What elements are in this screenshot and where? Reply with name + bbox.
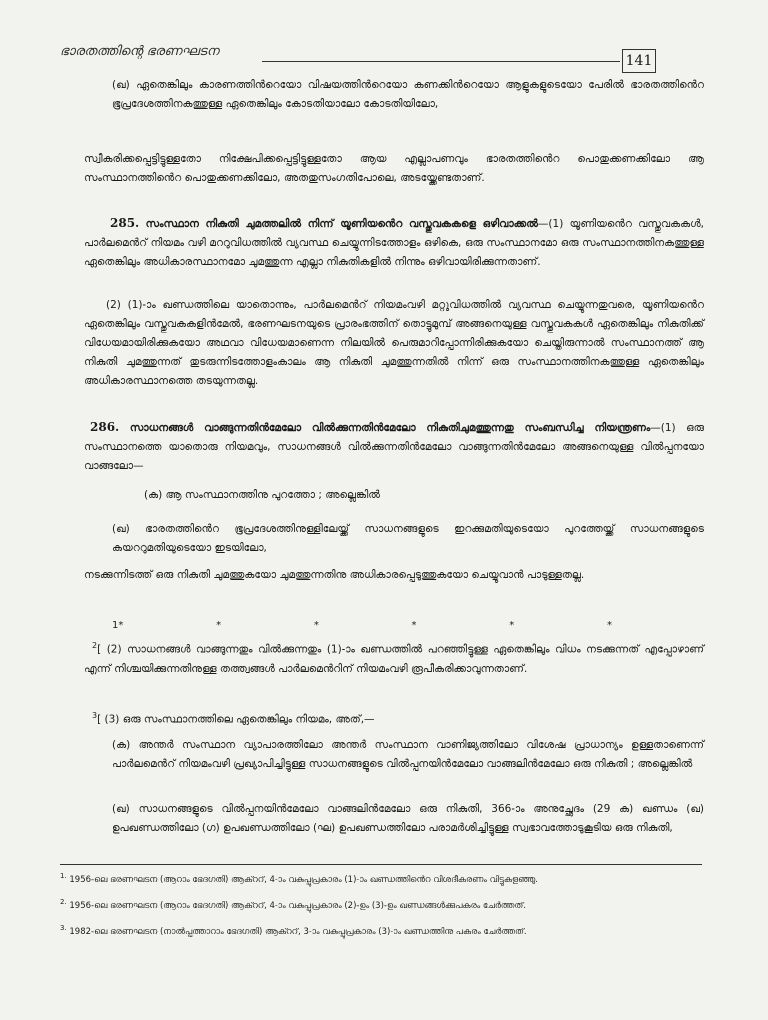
article-285 xyxy=(84,214,704,272)
running-title: ഭാരതത്തിന്റെ ഭരണഘടന xyxy=(60,44,219,59)
footnote-ref: 3 xyxy=(92,711,98,720)
clause-ka-outside: (ക) ആ സംസ്ഥാനത്തിനു പുറത്തോ ; അല്ലെങ്കിൽ xyxy=(144,489,380,501)
clause-text: [ (2) സാധനങ്ങൾ വാങ്ങുന്നതും വിൽക്കുന്നതും (1)-ാം ഖണ്ഡത്തിൽ പറഞ്ഞിട്ടുള്ള ഏതെങ്കിലും വിധം നടക്കുന്നത് എപ്പോഴാണ് എന്ന് നിശ്ചയിക്കുന്നതിനുള്ള തത്ത്വങ്ങൾ പാർലമെൻറിന് നിയമംവഴി രൂപീകരിക്കാവുന്നതാണ്. xyxy=(84,643,704,675)
star: * xyxy=(216,620,222,631)
footnote-ref: 2 xyxy=(92,641,98,650)
clause-kha-import: (ഖ) ഭാരതത്തിൻെറ ഭൂപ്രദേശത്തിനുള്ളിലേയ്ക്ക് സാധനങ്ങളുടെ ഇറക്കുമതിയുടെയോ പുറത്തേയ്ക്ക് സാധനങ്ങളുടെ കയററുമതിയുടെയോ ഇടയിലോ, xyxy=(112,523,704,554)
star: * xyxy=(411,620,417,631)
clause-3-kha: (ഖ) സാധനങ്ങളുടെ വിൽപ്പനയിൻമേലോ വാങ്ങലിൻമേലോ ഒരു നികുതി, 366-ാം അനുച്ഛേദം (29 ക) ഖണ്ഡം (ഖ) ഉപഖണ്ഡത്തിലോ (ഗ) ഉപഖണ്ഡത്തിലോ (ഘ) ഉപഖണ്ഡത്തിലോ പരാമർശിച്ചിട്ടുള്ള സ്വഭാവത്തോടുകൂടിയ ഒരു നികുതി, xyxy=(112,803,704,834)
footnote-1 xyxy=(60,870,700,887)
header-rule xyxy=(262,61,620,62)
footnote-rule xyxy=(60,864,702,865)
star: * xyxy=(313,620,319,631)
footnote-3 xyxy=(60,922,700,939)
article-number: 285. xyxy=(110,216,140,230)
clause-text: [ (3) ഒരു സംസ്ഥാനത്തിലെ ഏതെങ്കിലും നിയമം, അത്,— xyxy=(97,713,375,726)
article-body: —(1) ഒരു സംസ്ഥാനത്തെ യാതൊരു നിയമവും, സാധനങ്ങൾ വിൽക്കുന്നതിൻമേലോ വാങ്ങുന്നതിൻമേലോ അങ്ങനെയുള്ള വിൽപ്പനയോ വാങ്ങലോ— xyxy=(84,422,704,472)
star: * xyxy=(509,620,515,631)
footnote-number: 1. xyxy=(60,872,67,880)
footnote-text: 1956-ലെ ഭരണഘടന (ആറാം ഭേദഗതി) ആക്ററ്, 4-ാം വകുപ്പുപ്രകാരം (2)-ഉം (3)-ഉം ഖണ്ഡങ്ങൾക്കുപകരം ചേർത്തത്. xyxy=(69,900,526,911)
article-heading: സാധനങ്ങൾ വാങ്ങുന്നതിൻമേലോ വിൽക്കുന്നതിൻമേലോ നികുതിചുമത്തുന്നതു സംബന്ധിച്ച നിയന്ത്രണം xyxy=(129,422,651,434)
article-286 xyxy=(84,418,704,476)
omission-marker: 1* xyxy=(112,620,124,631)
clause-kha-court: (ഖ) ഏതെങ്കിലും കാരണത്തിൻറെയോ വിഷയത്തിൻറെയോ കണക്കിൻറെയോ ആളുകളുടെയോ പേരിൽ ഭാരതത്തിൻെറ ഭൂപ്രദേശത്തിനകത്തുള്ള ഏതെങ്കിലും കോടതിയാലോ കോടതിയിലോ, xyxy=(112,79,704,110)
page-number: 141 xyxy=(622,49,656,73)
article-286-clause-2 xyxy=(84,636,704,679)
paragraph-receipts: സ്വീകരിക്കപ്പെട്ടിട്ടുള്ളതോ നിക്ഷേപിക്കപ്പെട്ടിട്ടുള്ളതോ ആയ എല്ലാപണവും ഭാരതത്തിൻെറ പൊതുക്കണക്കിലോ ആ സംസ്ഥാനത്തിൻെറ പൊതുക്കണക്കിലോ, അതതുസംഗതിപോലെ, അടയ്ക്കേണ്ടതാണ്. xyxy=(84,153,704,184)
article-number: 286. xyxy=(90,420,120,434)
footnote-text: 1956-ലെ ഭരണഘടന (ആറാം ഭേദഗതി) ആക്ററ്, 4-ാം വകുപ്പുപ്രകാരം (1)-ാം ഖണ്ഡത്തിൻെറ വിശദീകരണം വിട്ടുകളഞ്ഞു. xyxy=(69,874,538,885)
paragraph-no-tax: നടക്കുന്നിടത്ത് ഒരു നികുതി ചുമത്തുകയോ ചുമത്തുന്നതിനു അധികാരപ്പെടുത്തുകയോ ചെയ്യുവാൻ പാടുള്ളതല്ല. xyxy=(84,569,585,581)
omission-stars xyxy=(112,620,612,631)
article-body: —(1) യൂണിയൻെറ വസ്തുവകകൾ, പാർലമെൻറ് നിയമം വഴി മററുവിധത്തിൽ വ്യവസ്ഥ ചെയ്യുന്നിടത്തോളം ഒഴികെ, ഒരു സംസ്ഥാനമോ ഒരു സംസ്ഥാനത്തിനകത്തുള്ള ഏതെങ്കിലും അധികാരസ്ഥാനമോ ചുമത്തുന്ന എല്ലാ നികുതികളിൽ നിന്നും ഒഴിവായിരിക്കുന്നതാണ്. xyxy=(84,218,704,268)
clause-3-ka: (ക) അന്തർ സംസ്ഥാന വ്യാപാരത്തിലോ അന്തർ സംസ്ഥാന വാണിജ്യത്തിലോ വിശേഷ പ്രാധാന്യം ഉള്ളതാണെന്ന് പാർലമെൻറ് നിയമംവഴി പ്രഖ്യാപിച്ചിട്ടുള്ള സാധനങ്ങളുടെ വിൽപ്പനയിൻമേലോ വാങ്ങലിൻമേലോ ഒരു നികുതി ; അല്ലെങ്കിൽ xyxy=(112,739,704,770)
article-285-clause-2: (2) (1)-ാം ഖണ്ഡത്തിലെ യാതൊന്നും, പാർലമെൻറ് നിയമംവഴി മറ്റുവിധത്തിൽ വ്യവസ്ഥ ചെയ്യുന്നതുവരെ, യൂണിയൻെറ ഏതെങ്കിലും വസ്തുവകകളിൻമേൽ, ഭരണഘടനയുടെ പ്രാരംഭത്തിന് തൊട്ടുമുമ്പ് അങ്ങനെയുള്ള വസ്തുവകകൾ ഏതെങ്കിലും നികുതിക്ക് വിധേയമായിരിക്കുകയോ അഥവാ വിധേയമാണെന്ന നിലയിൽ പെരുമാറിപ്പോന്നിരിക്കുകയോ ചെയ്തിരുന്നാൽ സംസ്ഥാനത്ത് ആ നികുതി ചുമത്തുന്നത് തുടരുന്നിടത്തോളംകാലം ആ നികുതി ചുമത്തുന്നതിൽ നിന്ന് ഒരു സംസ്ഥാനത്തിനകത്തുള്ള ഏതെങ്കിലും അധികാരസ്ഥാനത്തെ തടയുന്നതല്ല. xyxy=(84,299,704,387)
article-286-clause-3 xyxy=(84,706,704,730)
footnote-text: 1982-ലെ ഭരണഘടന (നാൽപ്പത്താറാം ഭേദഗതി) ആക്ററ്, 3-ാം വകുപ്പുപ്രകാരം (3)-ാം ഖണ്ഡത്തിനു പകരം ചേർത്തത്. xyxy=(69,926,527,937)
article-heading: സംസ്ഥാന നികുതി ചുമത്തലിൽ നിന്ന് യൂണിയൻെറ വസ്തുവകകളെ ഒഴിവാക്കൽ xyxy=(145,218,538,230)
star: * xyxy=(606,620,612,631)
footnote-2 xyxy=(60,896,700,913)
footnote-number: 2. xyxy=(60,898,67,906)
footnote-number: 3. xyxy=(60,924,67,932)
